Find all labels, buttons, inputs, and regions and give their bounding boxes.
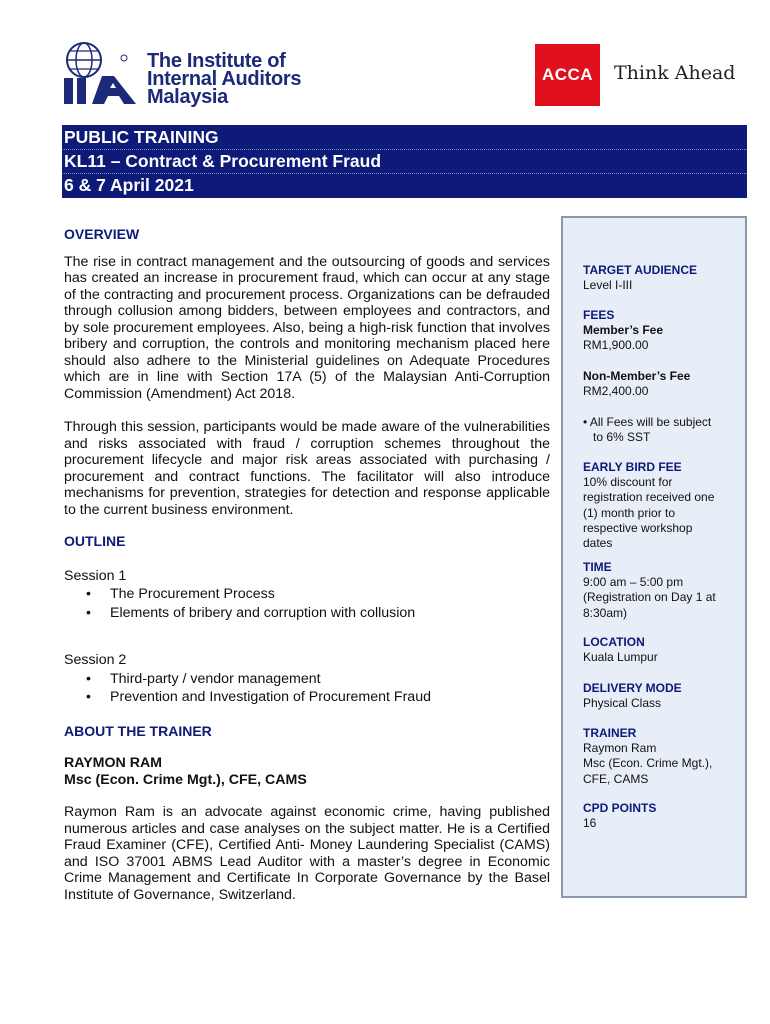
location-block: [583, 635, 743, 665]
session-1-label: Session 1: [64, 567, 127, 584]
delivery-value: Physical Class: [583, 696, 662, 711]
early-bird-line: (1) month prior to: [583, 505, 676, 520]
trainer-info-line: CFE, CAMS: [583, 771, 649, 786]
trainer-info-line: Raymon Ram: [583, 741, 657, 756]
list-item: • Elements of bribery and corruption with collusion: [110, 605, 550, 622]
overview-heading: OVERVIEW: [64, 226, 140, 242]
early-bird-heading: EARLY BIRD FEE: [583, 460, 682, 474]
delivery-block: [583, 681, 743, 711]
iia-logo: [62, 40, 322, 110]
early-bird-block: [583, 460, 743, 551]
iia-globe-icon: [62, 40, 142, 106]
sst-note: to 6% SST: [593, 430, 651, 445]
target-audience-heading: TARGET AUDIENCE: [583, 263, 697, 277]
nonmember-fee-label: Non-Member’s Fee: [583, 368, 691, 383]
iia-name-line: The Institute of: [147, 50, 286, 72]
banner-line-3: 6 & 7 April 2021: [64, 175, 194, 195]
session-1-list: [64, 586, 550, 621]
time-block: [583, 560, 743, 621]
fees-block: [583, 308, 743, 445]
time-line: 8:30am): [583, 605, 628, 620]
fees-heading: FEES: [583, 308, 615, 322]
iia-name-line: Malaysia: [147, 86, 228, 108]
session-2-label: Session 2: [64, 652, 127, 668]
target-audience-value: Level I-III: [583, 278, 633, 293]
location-heading: LOCATION: [583, 635, 645, 649]
target-audience-block: [583, 263, 743, 293]
trainer-block: [583, 726, 743, 787]
overview-paragraph-2: Through this session, participants would be made aware of the vulnerabilities and risks associated with fraud / corruption schemes throughout the procurement lifecycle and major risk areas associated with purchasing / procurement and contract functions. The facilitator will also introduce mechanisms for prevention, strategies for detection and response applicable to the current business environment.: [64, 419, 550, 518]
early-bird-line: dates: [583, 536, 613, 551]
acca-tagline: Think Ahead: [614, 62, 736, 84]
info-sidebar: [561, 216, 747, 898]
list-item: • Prevention and Investigation of Procurement Fraud: [110, 689, 550, 706]
location-value: Kuala Lumpur: [583, 650, 658, 665]
member-fee-value: RM1,900.00: [583, 338, 649, 353]
early-bird-line: 10% discount for: [583, 475, 673, 490]
list-item: • Third-party / vendor management: [110, 671, 550, 688]
trainer-info-line: Msc (Econ. Crime Mgt.),: [583, 756, 713, 771]
trainer-bio: Raymon Ram is an advocate against economic crime, having published numerous articles and case analyses on the subject matter. He is a Certified Fraud Examiner (CFE), Certified Anti- Money Laundering Specialist (CAMS) and ISO 37001 ABMS Lead Auditor with a master’s degree in Economic Crime Management and Certificate In Corporate Governance by the Basel Institute of Governance, Switzerland.: [64, 804, 550, 903]
divider: [62, 149, 747, 150]
trainer-credentials: Msc (Econ. Crime Mgt.), CFE, CAMS: [64, 771, 307, 788]
outline-heading: OUTLINE: [64, 533, 126, 549]
nonmember-fee-value: RM2,400.00: [583, 383, 649, 398]
overview-paragraph-1: The rise in contract management and the outsourcing of goods and services has created an increase in procurement fraud, which can occur at any stage of the contracting and procurement process. Organizations can be defrauded through collusion among bidders, between employees and contractors, and by sole procurement employees. Also, being a high-risk function that involves bribery and corruption, the controls and monitoring mechanism placed here should also adhere to the Ministerial guidelines on Adequate Procedures which are in line with Section 17A (5) of the Malaysian Anti-Corruption Commission (Amendment) Act 2018.: [64, 253, 550, 402]
sst-note: • All Fees will be subject: [583, 415, 712, 430]
time-line: (Registration on Day 1 at: [583, 590, 716, 605]
banner-line-1: PUBLIC TRAINING: [64, 127, 219, 147]
acca-logo: ACCA: [535, 44, 600, 106]
divider: [62, 173, 747, 174]
cpd-heading: CPD POINTS: [583, 801, 657, 815]
trainer-name: RAYMON RAM: [64, 755, 163, 771]
time-line: 9:00 am – 5:00 pm: [583, 575, 684, 590]
trainer-info-heading: TRAINER: [583, 726, 637, 740]
cpd-value: 16: [583, 816, 597, 831]
member-fee-label: Member’s Fee: [583, 323, 664, 338]
iia-name: [147, 52, 301, 106]
delivery-heading: DELIVERY MODE: [583, 681, 682, 695]
banner-line-2: KL11 – Contract & Procurement Fraud: [64, 151, 382, 171]
trainer-heading: ABOUT THE TRAINER: [64, 722, 212, 739]
early-bird-line: registration received one: [583, 490, 715, 505]
cpd-block: [583, 801, 743, 831]
iia-name-line: Internal Auditors: [147, 68, 302, 90]
early-bird-line: respective workshop: [583, 520, 693, 535]
list-item: • The Procurement Process: [110, 586, 550, 603]
session-2-list: [64, 671, 550, 706]
title-banner: [62, 125, 747, 198]
main-content: [64, 226, 550, 903]
time-heading: TIME: [583, 560, 612, 574]
